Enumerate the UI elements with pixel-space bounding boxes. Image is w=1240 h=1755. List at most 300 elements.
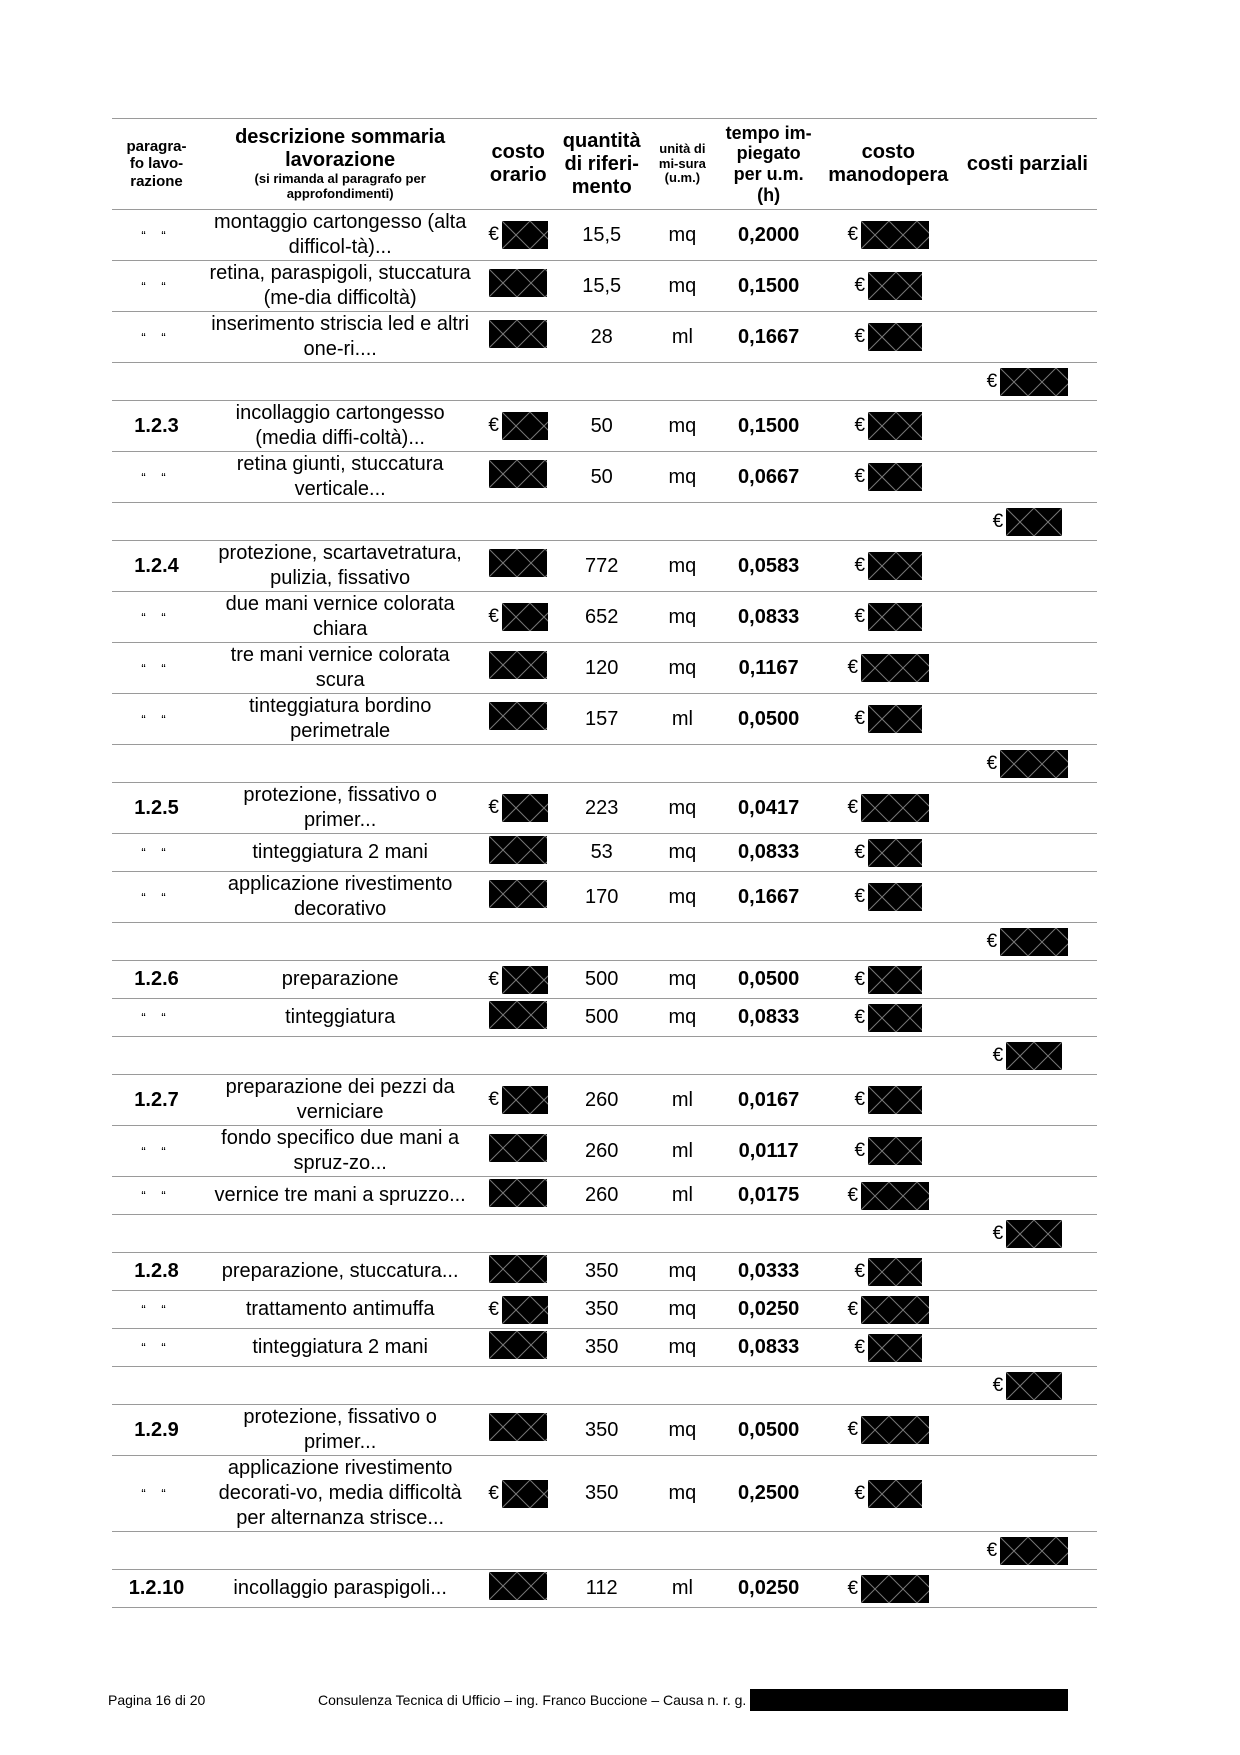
paragraph-ref: 1.2.3 (112, 401, 201, 452)
work-description: applicazione rivestimento decorativo (201, 872, 479, 923)
subtotal-value (993, 1372, 1063, 1400)
empty-cell (479, 1215, 557, 1253)
work-description: tre mani vernice colorata scura (201, 643, 479, 694)
empty-cell (646, 1215, 718, 1253)
labour-cost-value (847, 794, 929, 822)
work-description: fondo specifico due mani a spruz-zo... (201, 1126, 479, 1177)
subtotal-row (112, 503, 1097, 541)
subtotal-cell (958, 503, 1097, 541)
subtotal-row (112, 745, 1097, 783)
time-per-unit: 0,1667 (719, 872, 819, 923)
paragraph-ref: “ “ (112, 834, 201, 872)
redacted-amount (489, 460, 547, 488)
redacted-amount (868, 1086, 922, 1114)
quantity: 223 (557, 783, 646, 834)
unit-of-measure: ml (646, 312, 718, 363)
labour-cost-cell (819, 401, 958, 452)
work-description: montaggio cartongesso (alta difficol-tà)... (201, 210, 479, 261)
empty-cell (646, 923, 718, 961)
labour-cost-value (847, 654, 929, 682)
partial-cost-cell (958, 261, 1097, 312)
quantity: 350 (557, 1291, 646, 1329)
labour-cost-value (854, 1258, 922, 1286)
table-row (112, 1075, 1097, 1126)
labour-cost-cell (819, 694, 958, 745)
empty-cell (646, 745, 718, 783)
euro-symbol: € (847, 657, 859, 678)
hourly-cost-value (489, 1572, 547, 1600)
euro-symbol: € (854, 606, 866, 627)
work-description: preparazione dei pezzi da verniciare (201, 1075, 479, 1126)
time-per-unit: 0,1500 (719, 261, 819, 312)
table-row (112, 261, 1097, 312)
header-costi-parziali: costi parziali (958, 119, 1097, 210)
table-header-row (112, 119, 1097, 210)
empty-cell (201, 1215, 479, 1253)
paragraph-ref: “ “ (112, 872, 201, 923)
paragraph-ref: 1.2.5 (112, 783, 201, 834)
partial-cost-cell (958, 1570, 1097, 1608)
time-per-unit: 0,0667 (719, 452, 819, 503)
empty-cell (819, 923, 958, 961)
euro-symbol: € (847, 1577, 859, 1599)
empty-cell (479, 363, 557, 401)
hourly-cost-value (489, 1331, 547, 1359)
empty-cell (646, 363, 718, 401)
work-description: vernice tre mani a spruzzo... (201, 1177, 479, 1215)
labour-cost-cell (819, 1126, 958, 1177)
redacted-amount (1000, 1537, 1068, 1565)
redacted-amount (489, 1255, 547, 1283)
redacted-amount (868, 603, 922, 631)
work-description: preparazione (201, 961, 479, 999)
euro-symbol: € (992, 1222, 1004, 1244)
table-row (112, 1405, 1097, 1456)
hourly-cost-value (488, 966, 548, 994)
subtotal-value (993, 508, 1063, 536)
hourly-cost-cell (479, 401, 557, 452)
euro-symbol: € (488, 224, 499, 245)
labour-cost-value (847, 1416, 929, 1444)
euro-symbol: € (854, 275, 866, 296)
unit-of-measure: mq (646, 1253, 718, 1291)
euro-symbol: € (854, 841, 866, 863)
labour-cost-value (847, 1296, 929, 1324)
work-description: trattamento antimuffa (201, 1291, 479, 1329)
quantity: 260 (557, 1177, 646, 1215)
footer-reference (318, 1689, 1068, 1711)
paragraph-ref: 1.2.8 (112, 1253, 201, 1291)
euro-symbol: € (488, 1089, 499, 1110)
redacted-amount (489, 269, 547, 297)
euro-symbol: € (992, 510, 1004, 532)
labour-cost-value (847, 221, 929, 249)
labour-cost-value (847, 1182, 929, 1210)
time-per-unit: 0,1500 (719, 401, 819, 452)
labour-cost-value (854, 705, 922, 733)
redacted-amount (868, 883, 922, 911)
redacted-amount (502, 794, 548, 822)
hourly-cost-value (488, 412, 548, 440)
empty-cell (201, 363, 479, 401)
redacted-amount (489, 1134, 547, 1162)
redacted-amount (868, 705, 922, 733)
paragraph-ref: “ “ (112, 1329, 201, 1367)
time-per-unit: 0,2000 (719, 210, 819, 261)
partial-cost-cell (958, 1253, 1097, 1291)
labour-cost-value (854, 412, 922, 440)
work-description: tinteggiatura bordino perimetrale (201, 694, 479, 745)
partial-cost-cell (958, 541, 1097, 592)
partial-cost-cell (958, 961, 1097, 999)
header-quantita: quantità di riferi-mento (557, 119, 646, 210)
redacted-amount (861, 1575, 929, 1603)
unit-of-measure: mq (646, 210, 718, 261)
redacted-amount (502, 221, 548, 249)
partial-cost-cell (958, 1177, 1097, 1215)
labour-cost-cell (819, 1075, 958, 1126)
redacted-amount (1000, 750, 1068, 778)
labour-cost-cell (819, 783, 958, 834)
hourly-cost-cell (479, 643, 557, 694)
hourly-cost-cell (479, 1291, 557, 1329)
hourly-cost-cell (479, 261, 557, 312)
paragraph-ref: 1.2.10 (112, 1570, 201, 1608)
labour-cost-value (854, 1004, 922, 1032)
hourly-cost-value (489, 880, 547, 908)
unit-of-measure: mq (646, 1456, 718, 1532)
labour-cost-cell (819, 261, 958, 312)
labour-cost-value (854, 603, 922, 631)
hourly-cost-cell (479, 592, 557, 643)
redacted-amount (868, 1334, 922, 1362)
time-per-unit: 0,0833 (719, 999, 819, 1037)
euro-symbol: € (854, 326, 866, 347)
labour-cost-value (854, 966, 922, 994)
subtotal-value (987, 368, 1069, 396)
quantity: 120 (557, 643, 646, 694)
redacted-amount (1006, 1372, 1062, 1400)
table-row (112, 1177, 1097, 1215)
time-per-unit: 0,0583 (719, 541, 819, 592)
quantity: 500 (557, 999, 646, 1037)
partial-cost-cell (958, 694, 1097, 745)
cost-table (112, 118, 1097, 1608)
redacted-amount (1006, 1042, 1062, 1070)
unit-of-measure: mq (646, 961, 718, 999)
redacted-amount (489, 702, 547, 730)
redacted-amount (489, 1179, 547, 1207)
empty-cell (201, 503, 479, 541)
quantity: 260 (557, 1075, 646, 1126)
euro-symbol: € (986, 370, 998, 392)
work-description: retina, paraspigoli, stuccatura (me-dia difficoltà) (201, 261, 479, 312)
quantity: 28 (557, 312, 646, 363)
labour-cost-value (854, 463, 922, 491)
unit-of-measure: mq (646, 872, 718, 923)
table-row (112, 541, 1097, 592)
work-description: applicazione rivestimento decorati-vo, media difficoltà per alternanza strisce... (201, 1456, 479, 1532)
hourly-cost-cell (479, 1126, 557, 1177)
empty-cell (819, 1532, 958, 1570)
labour-cost-cell (819, 1329, 958, 1367)
hourly-cost-value (488, 1296, 548, 1324)
table-row (112, 1329, 1097, 1367)
labour-cost-cell (819, 1177, 958, 1215)
euro-symbol: € (488, 1482, 499, 1504)
empty-cell (557, 745, 646, 783)
unit-of-measure: mq (646, 1405, 718, 1456)
hourly-cost-cell (479, 961, 557, 999)
paragraph-ref: “ “ (112, 1177, 201, 1215)
empty-cell (819, 1367, 958, 1405)
hourly-cost-value (488, 603, 548, 631)
hourly-cost-cell (479, 1075, 557, 1126)
partial-cost-cell (958, 210, 1097, 261)
hourly-cost-value (489, 836, 547, 864)
work-description: incollaggio cartongesso (media diffi-coltà)... (201, 401, 479, 452)
hourly-cost-cell (479, 694, 557, 745)
page-footer (108, 1688, 1108, 1712)
labour-cost-value (854, 323, 922, 351)
empty-cell (557, 1367, 646, 1405)
labour-cost-cell (819, 1570, 958, 1608)
hourly-cost-cell (479, 1253, 557, 1291)
empty-cell (112, 1532, 201, 1570)
hourly-cost-value (489, 320, 547, 348)
unit-of-measure: ml (646, 1126, 718, 1177)
unit-of-measure: mq (646, 783, 718, 834)
euro-symbol: € (986, 930, 998, 952)
subtotal-cell (958, 1037, 1097, 1075)
empty-cell (819, 1215, 958, 1253)
labour-cost-value (854, 839, 922, 867)
time-per-unit: 0,0833 (719, 592, 819, 643)
empty-cell (719, 923, 819, 961)
hourly-cost-cell (479, 1570, 557, 1608)
empty-cell (479, 1037, 557, 1075)
labour-cost-value (854, 272, 922, 300)
redacted-amount (868, 1258, 922, 1286)
paragraph-ref: “ “ (112, 694, 201, 745)
empty-cell (646, 1367, 718, 1405)
page-number: Pagina 16 di 20 (108, 1692, 206, 1708)
labour-cost-value (847, 1575, 929, 1603)
labour-cost-cell (819, 999, 958, 1037)
quantity: 15,5 (557, 210, 646, 261)
quantity: 500 (557, 961, 646, 999)
redacted-amount (502, 1480, 548, 1508)
subtotal-value (987, 1537, 1069, 1565)
header-costo-manodopera: costo manodopera (819, 119, 958, 210)
empty-cell (557, 363, 646, 401)
redacted-amount (868, 272, 922, 300)
redacted-amount (489, 1001, 547, 1029)
table-row (112, 961, 1097, 999)
euro-symbol: € (854, 1336, 866, 1358)
hourly-cost-value (489, 651, 547, 679)
table-row (112, 452, 1097, 503)
unit-of-measure: mq (646, 643, 718, 694)
empty-cell (557, 1215, 646, 1253)
hourly-cost-value (489, 269, 547, 297)
empty-cell (201, 1367, 479, 1405)
empty-cell (479, 1532, 557, 1570)
euro-symbol: € (847, 1184, 859, 1206)
hourly-cost-value (488, 794, 548, 822)
table-row (112, 643, 1097, 694)
labour-cost-cell (819, 541, 958, 592)
time-per-unit: 0,0500 (719, 961, 819, 999)
unit-of-measure: ml (646, 694, 718, 745)
subtotal-row (112, 923, 1097, 961)
labour-cost-cell (819, 452, 958, 503)
euro-symbol: € (854, 1260, 866, 1282)
time-per-unit: 0,1667 (719, 312, 819, 363)
labour-cost-cell (819, 1291, 958, 1329)
redacted-amount (502, 966, 548, 994)
labour-cost-cell (819, 1456, 958, 1532)
empty-cell (112, 1215, 201, 1253)
time-per-unit: 0,0250 (719, 1570, 819, 1608)
paragraph-ref: “ “ (112, 643, 201, 694)
labour-cost-cell (819, 1405, 958, 1456)
unit-of-measure: mq (646, 592, 718, 643)
quantity: 772 (557, 541, 646, 592)
euro-symbol: € (854, 968, 866, 990)
hourly-cost-value (489, 1179, 547, 1207)
subtotal-value (993, 1042, 1063, 1070)
time-per-unit: 0,0500 (719, 694, 819, 745)
labour-cost-value (854, 883, 922, 911)
time-per-unit: 0,1167 (719, 643, 819, 694)
header-descrizione-main: descrizione sommaria lavorazione (235, 126, 446, 172)
partial-cost-cell (958, 783, 1097, 834)
header-descrizione (201, 119, 479, 210)
unit-of-measure: mq (646, 261, 718, 312)
time-per-unit: 0,0833 (719, 834, 819, 872)
empty-cell (557, 923, 646, 961)
footer-reference-text: Consulenza Tecnica di Ufficio – ing. Franco Buccione – Causa n. r. g. (318, 1692, 747, 1708)
subtotal-cell (958, 1532, 1097, 1570)
subtotal-cell (958, 1215, 1097, 1253)
hourly-cost-value (489, 1134, 547, 1162)
redacted-amount (489, 880, 547, 908)
paragraph-ref: “ “ (112, 1126, 201, 1177)
paragraph-ref: 1.2.7 (112, 1075, 201, 1126)
unit-of-measure: ml (646, 1177, 718, 1215)
euro-symbol: € (986, 752, 998, 774)
labour-cost-cell (819, 312, 958, 363)
euro-symbol: € (986, 1539, 998, 1561)
table-row (112, 210, 1097, 261)
empty-cell (819, 1037, 958, 1075)
redacted-amount (868, 839, 922, 867)
quantity: 157 (557, 694, 646, 745)
work-description: tinteggiatura (201, 999, 479, 1037)
time-per-unit: 0,0417 (719, 783, 819, 834)
partial-cost-cell (958, 1329, 1097, 1367)
subtotal-row (112, 1215, 1097, 1253)
empty-cell (557, 1037, 646, 1075)
redacted-amount (868, 1480, 922, 1508)
labour-cost-cell (819, 210, 958, 261)
empty-cell (112, 745, 201, 783)
partial-cost-cell (958, 592, 1097, 643)
euro-symbol: € (854, 466, 866, 487)
partial-cost-cell (958, 643, 1097, 694)
subtotal-cell (958, 1367, 1097, 1405)
table-row (112, 999, 1097, 1037)
hourly-cost-cell (479, 210, 557, 261)
unit-of-measure: ml (646, 1075, 718, 1126)
empty-cell (112, 923, 201, 961)
empty-cell (479, 923, 557, 961)
partial-cost-cell (958, 312, 1097, 363)
subtotal-value (987, 750, 1069, 778)
redacted-amount (489, 1413, 547, 1441)
hourly-cost-value (488, 1480, 548, 1508)
subtotal-row (112, 1532, 1097, 1570)
hourly-cost-cell (479, 1405, 557, 1456)
redacted-amount (502, 603, 548, 631)
partial-cost-cell (958, 1291, 1097, 1329)
subtotal-value (987, 928, 1069, 956)
empty-cell (646, 1532, 718, 1570)
hourly-cost-cell (479, 1329, 557, 1367)
hourly-cost-value (489, 460, 547, 488)
unit-of-measure: mq (646, 999, 718, 1037)
hourly-cost-cell (479, 1177, 557, 1215)
table-row (112, 1291, 1097, 1329)
paragraph-ref: “ “ (112, 312, 201, 363)
time-per-unit: 0,0500 (719, 1405, 819, 1456)
labour-cost-cell (819, 592, 958, 643)
empty-cell (557, 1532, 646, 1570)
work-description: due mani vernice colorata chiara (201, 592, 479, 643)
euro-symbol: € (854, 1482, 866, 1504)
table-row (112, 834, 1097, 872)
partial-cost-cell (958, 401, 1097, 452)
redacted-amount (489, 1572, 547, 1600)
partial-cost-cell (958, 1405, 1097, 1456)
quantity: 350 (557, 1329, 646, 1367)
partial-cost-cell (958, 872, 1097, 923)
work-description: protezione, fissativo o primer... (201, 783, 479, 834)
subtotal-cell (958, 363, 1097, 401)
labour-cost-cell (819, 1253, 958, 1291)
table-body (112, 210, 1097, 1608)
empty-cell (719, 363, 819, 401)
redacted-amount (489, 836, 547, 864)
euro-symbol: € (488, 968, 499, 990)
empty-cell (201, 923, 479, 961)
hourly-cost-value (489, 1255, 547, 1283)
empty-cell (557, 503, 646, 541)
table-row (112, 783, 1097, 834)
unit-of-measure: mq (646, 452, 718, 503)
empty-cell (201, 1037, 479, 1075)
euro-symbol: € (847, 797, 859, 818)
redacted-amount (861, 794, 929, 822)
empty-cell (479, 1367, 557, 1405)
quantity: 260 (557, 1126, 646, 1177)
redacted-amount (861, 1182, 929, 1210)
empty-cell (112, 503, 201, 541)
quantity: 350 (557, 1253, 646, 1291)
euro-symbol: € (992, 1044, 1004, 1066)
work-description: preparazione, stuccatura... (201, 1253, 479, 1291)
